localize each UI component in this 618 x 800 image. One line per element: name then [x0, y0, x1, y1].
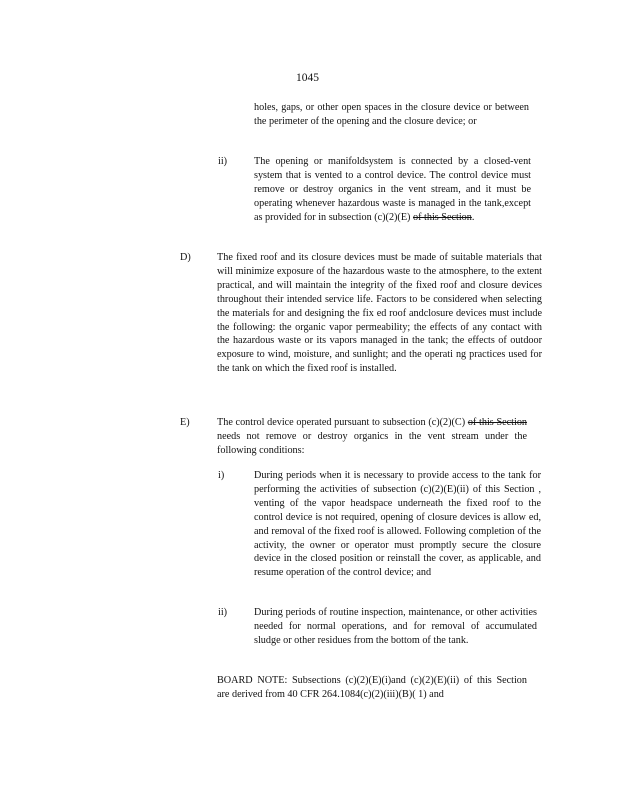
item-ii-paragraph: The opening or manifoldsystem is connected by a closed-vent system that is vented to a control device. The control device must remove or destroy organics in the vent stream, and it must be operating whenever hazardous waste is managed in the tank,except as provided for in subsection (c)(2)(E) of this Section.	[254, 156, 531, 223]
item-i-paragraph: During periods when it is necessary to provide access to the tank for performing the activities of subsection (c)(2)(E)(ii) of this Section , venting of the vapor headspace underneath the fixed roof to the control device is not required, opening of closure devices is allow ed, and removal of the fixed roof is allowed. Following completion of the activity, the owner or operator must promptly secure the closure device in the closed position or reinstall the cover, as applicable, and resume operation of the control device; and	[254, 470, 541, 579]
item-ii-label: ii)	[218, 156, 228, 167]
item-D-label: D)	[180, 252, 191, 263]
item-E-paragraph	[217, 416, 527, 458]
item-E-text-before: The control device operated pursuant to subsection (c)(2)(C)	[217, 417, 466, 428]
item-E-text-after: needs not remove or destroy organics in the vent stream under the following conditions:	[217, 430, 527, 456]
item-D-paragraph: The fixed roof and its closure devices must be made of suitable materials that will minimize exposure of the hazardous waste to the atmosphere, to the extent practical, and will maintain the integrity of the fixed roof and closure devices throughout their intended service life. Factors to be considered when selecting the materials for and designing the fix ed roof andclosure devices must include the following: the organic vapor permeability; the effects of any contact with the hazardous waste or its vapors managed in the tank; the effects of outdoor exposure to wind, moisture, and sunlight; and the operati ng practices used for the tank on which the fixed roof is installed.	[217, 252, 542, 375]
item-E-struck-text: of this Section	[467, 417, 528, 428]
item-ii-struck-text: of this Section	[413, 211, 472, 223]
item-i-label: i)	[218, 470, 225, 481]
item-ii-text: The opening or manifoldsystem is connected by a closed-vent system that is vented to a control device. The control device must remove or destroy organics in the vent stream, and it must be operating whenever hazardous waste is managed in the tank,except as provided for in subsection (c)(2)(E)	[254, 156, 531, 223]
item-ii-2-paragraph: During periods of routine inspection, maintenance, or other activities needed for normal operations, and for removal of accumulated sludge or other residues from the bottom of the tank.	[254, 607, 537, 646]
continuation-paragraph: holes, gaps, or other open spaces in the closure device or between the perimeter of the opening and the closure device; or	[254, 102, 529, 127]
page-number: 1045	[296, 72, 319, 84]
item-E-label: E)	[180, 417, 190, 428]
board-note: BOARD NOTE: Subsections (c)(2)(E)(i)and (c)(2)(E)(ii) of this Section are derived from 40 CFR 264.1084(c)(2)(iii)(B)( 1) and	[217, 675, 527, 700]
item-ii-2-label: ii)	[218, 607, 228, 618]
